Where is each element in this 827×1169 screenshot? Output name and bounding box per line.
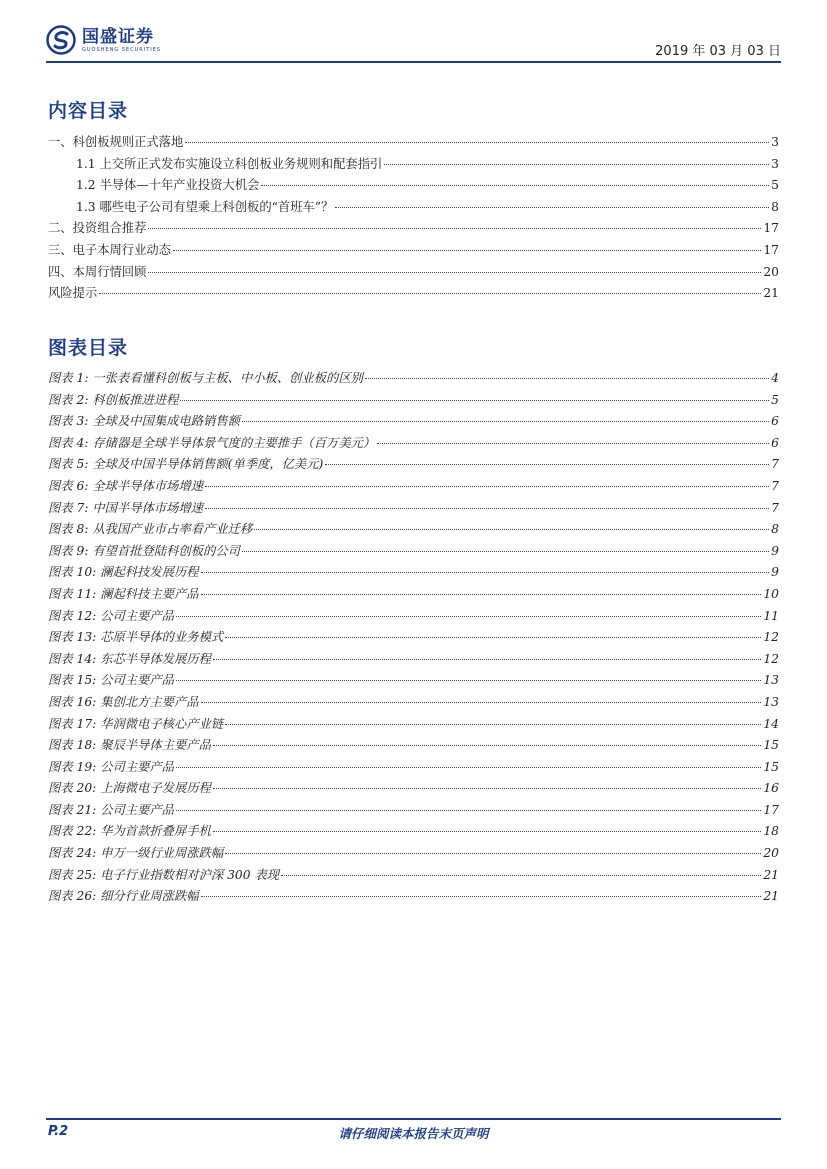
toc-entry[interactable]	[48, 262, 779, 284]
figure-entry-page: 9	[771, 543, 779, 558]
figure-entry-page: 15	[763, 759, 779, 774]
footer-disclaimer: 请仔细阅读本报告末页声明	[338, 1126, 489, 1141]
dot-leader	[335, 207, 769, 208]
toc-entry-page: 3	[771, 135, 779, 149]
figure-index-list	[48, 368, 779, 908]
figure-entry-page: 12	[763, 651, 779, 666]
figure-entry-page: 17	[763, 802, 779, 817]
figure-entry-label: 图表 13: 芯原半导体的业务模式	[48, 630, 224, 645]
figure-entry[interactable]	[48, 519, 779, 541]
figure-entry-page: 11	[763, 608, 779, 623]
figure-entry[interactable]	[48, 843, 779, 865]
figure-entry[interactable]	[48, 368, 779, 390]
dot-leader	[225, 853, 761, 854]
toc-entry-page: 8	[771, 199, 779, 214]
page-header	[46, 22, 781, 62]
dot-leader	[384, 164, 769, 165]
dot-leader	[176, 680, 761, 681]
figure-entry-page: 13	[763, 694, 779, 709]
figure-entry-page: 10	[763, 586, 779, 601]
figure-entry[interactable]	[48, 800, 779, 822]
figure-entry-page: 7	[771, 457, 779, 472]
company-logo	[46, 22, 161, 58]
dot-leader	[148, 272, 761, 273]
figure-entry-page: 9	[771, 565, 779, 580]
figure-entry-page: 20	[763, 846, 779, 861]
figure-entry-page: 6	[771, 414, 779, 429]
figure-entry[interactable]	[48, 390, 779, 412]
footer-divider	[46, 1118, 781, 1120]
figure-entry[interactable]	[48, 714, 779, 736]
dot-leader	[254, 529, 769, 530]
figure-entry-page: 12	[763, 630, 779, 645]
toc-list	[48, 132, 779, 305]
figure-entry[interactable]	[48, 433, 779, 455]
figure-entry-label: 图表 4: 存储器是全球半导体景气度的主要推手（百万美元）	[48, 435, 376, 450]
figure-entry-page: 21	[763, 867, 779, 882]
dot-leader	[225, 637, 761, 638]
figure-entry[interactable]	[48, 627, 779, 649]
figure-entry-page: 16	[763, 781, 779, 796]
figure-entry[interactable]	[48, 670, 779, 692]
dot-leader	[201, 702, 762, 703]
logo-chinese-name: 国盛证券	[82, 26, 154, 47]
figure-entry-label: 图表 20: 上海微电子发展历程	[48, 781, 211, 796]
figure-entry-label: 图表 12: 公司主要产品	[48, 608, 174, 623]
toc-entry-label: 1.3 哪些电子公司有望乘上科创板的“首班车”？	[76, 199, 334, 214]
toc-entry-page: 17	[763, 242, 779, 257]
figure-entry[interactable]	[48, 454, 779, 476]
dot-leader	[176, 767, 761, 768]
dot-leader	[185, 142, 769, 143]
figure-entry-label: 图表 17: 华润微电子核心产业链	[48, 716, 224, 731]
figure-entry-label: 图表 6: 全球半导体市场增速	[48, 478, 204, 493]
figure-entry-page: 15	[763, 738, 779, 753]
figure-entry-label: 图表 1: 一张表看懂科创板与主板、中小板、创业板的区别	[48, 371, 363, 385]
figure-entry[interactable]	[48, 865, 779, 887]
figure-entry-label: 图表 8: 从我国产业市占率看产业迁移	[48, 522, 253, 537]
dot-leader	[213, 745, 761, 746]
figure-entry[interactable]	[48, 692, 779, 714]
figure-entry-label: 图表 7: 中国半导体市场增速	[48, 500, 204, 515]
toc-entry-label: 四、本周行情回顾	[48, 264, 147, 279]
figure-entry[interactable]	[48, 649, 779, 671]
figure-entry[interactable]	[48, 541, 779, 563]
figure-entry-page: 7	[771, 500, 779, 515]
dot-leader	[148, 228, 761, 229]
figure-entry[interactable]	[48, 735, 779, 757]
figure-index-title: 图表目录	[48, 337, 129, 359]
toc-entry-page: 3	[771, 156, 779, 171]
dot-leader	[281, 875, 761, 876]
dot-leader	[201, 572, 770, 573]
figure-entry[interactable]	[48, 778, 779, 800]
figure-entry-label: 图表 3: 全球及中国集成电路销售额	[48, 414, 240, 429]
figure-entry-label: 图表 11: 澜起科技主要产品	[48, 586, 199, 601]
figure-entry-label: 图表 22: 华为首款折叠屏手机	[48, 824, 211, 839]
figure-entry-label: 图表 26: 细分行业周涨跌幅	[48, 889, 199, 904]
dot-leader	[213, 788, 761, 789]
toc-entry-page: 20	[763, 264, 779, 279]
figure-entry-label: 图表 10: 澜起科技发展历程	[48, 565, 199, 580]
figure-entry[interactable]	[48, 476, 779, 498]
toc-entry-label: 三、电子本周行业动态	[48, 242, 171, 257]
dot-leader	[201, 896, 762, 897]
figure-entry-label: 图表 24: 申万一级行业周涨跌幅	[48, 846, 224, 861]
toc-entry-page: 21	[763, 286, 779, 301]
dot-leader	[205, 486, 769, 487]
figure-entry-page: 8	[771, 522, 779, 537]
page-number: P.2	[48, 1124, 69, 1139]
figure-entry-label: 图表 14: 东芯半导体发展历程	[48, 651, 211, 666]
dot-leader	[242, 421, 769, 422]
figure-entry-page: 4	[771, 371, 779, 385]
header-divider	[46, 61, 781, 63]
dot-leader	[213, 659, 761, 660]
toc-entry-label: 风险提示	[48, 286, 98, 301]
toc-entry[interactable]	[48, 283, 779, 305]
toc-entry[interactable]	[48, 175, 779, 197]
figure-entry[interactable]	[48, 821, 779, 843]
dot-leader	[205, 508, 769, 509]
toc-entry-label: 二、投资组合推荐	[48, 221, 147, 236]
dot-leader	[377, 443, 769, 444]
toc-entry-page: 5	[771, 178, 779, 193]
figure-entry[interactable]	[48, 584, 779, 606]
figure-entry-page: 5	[771, 392, 779, 407]
toc-title: 内容目录	[48, 100, 129, 122]
dot-leader	[201, 594, 762, 595]
dot-leader	[325, 464, 769, 465]
dot-leader	[176, 810, 761, 811]
figure-entry-label: 图表 2: 科创板推进进程	[48, 392, 179, 407]
figure-entry[interactable]	[48, 498, 779, 520]
logo-english-name: GUOSHENG SECURITIES	[82, 46, 162, 53]
dot-leader	[213, 831, 761, 832]
toc-entry[interactable]	[48, 218, 779, 240]
figure-entry-label: 图表 15: 公司主要产品	[48, 673, 174, 688]
figure-entry-label: 图表 25: 电子行业指数相对沪深 300 表现	[48, 867, 280, 882]
figure-entry[interactable]	[48, 606, 779, 628]
figure-entry-label: 图表 5: 全球及中国半导体销售额(单季度，亿美元)	[48, 457, 324, 472]
figure-entry-page: 14	[763, 716, 779, 731]
dot-leader	[180, 400, 769, 401]
toc-entry-label: 一、科创板规则正式落地	[48, 135, 184, 149]
figure-entry-label: 图表 18: 聚辰半导体主要产品	[48, 738, 211, 753]
dot-leader	[225, 724, 761, 725]
dot-leader	[261, 185, 769, 186]
figure-entry-label: 图表 21: 公司主要产品	[48, 802, 174, 817]
toc-entry[interactable]	[48, 132, 779, 154]
guosheng-logo-icon	[46, 25, 76, 55]
report-date: 2019 年 03 月 03 日	[655, 44, 781, 59]
figure-entry[interactable]	[48, 886, 779, 908]
figure-entry[interactable]	[48, 757, 779, 779]
figure-entry-page: 7	[771, 478, 779, 493]
figure-entry-label: 图表 9: 有望首批登陆科创板的公司	[48, 543, 240, 558]
dot-leader	[176, 616, 761, 617]
figure-entry-page: 6	[771, 435, 779, 450]
dot-leader	[365, 378, 769, 379]
figure-entry-page: 13	[763, 673, 779, 688]
dot-leader	[99, 293, 761, 294]
figure-entry[interactable]	[48, 562, 779, 584]
toc-entry-label: 1.2 半导体—十年产业投资大机会	[76, 178, 260, 193]
toc-entry[interactable]	[48, 240, 779, 262]
figure-entry-label: 图表 19: 公司主要产品	[48, 759, 174, 774]
toc-entry-page: 17	[763, 221, 779, 236]
toc-entry[interactable]	[48, 154, 779, 176]
figure-entry-page: 21	[763, 889, 779, 904]
figure-entry-page: 18	[763, 824, 779, 839]
dot-leader	[242, 551, 769, 552]
toc-entry[interactable]	[48, 197, 779, 219]
figure-entry-label: 图表 16: 集创北方主要产品	[48, 694, 199, 709]
toc-entry-label: 1.1 上交所正式发布实施设立科创板业务规则和配套指引	[76, 156, 383, 171]
dot-leader	[173, 250, 761, 251]
figure-entry[interactable]	[48, 411, 779, 433]
